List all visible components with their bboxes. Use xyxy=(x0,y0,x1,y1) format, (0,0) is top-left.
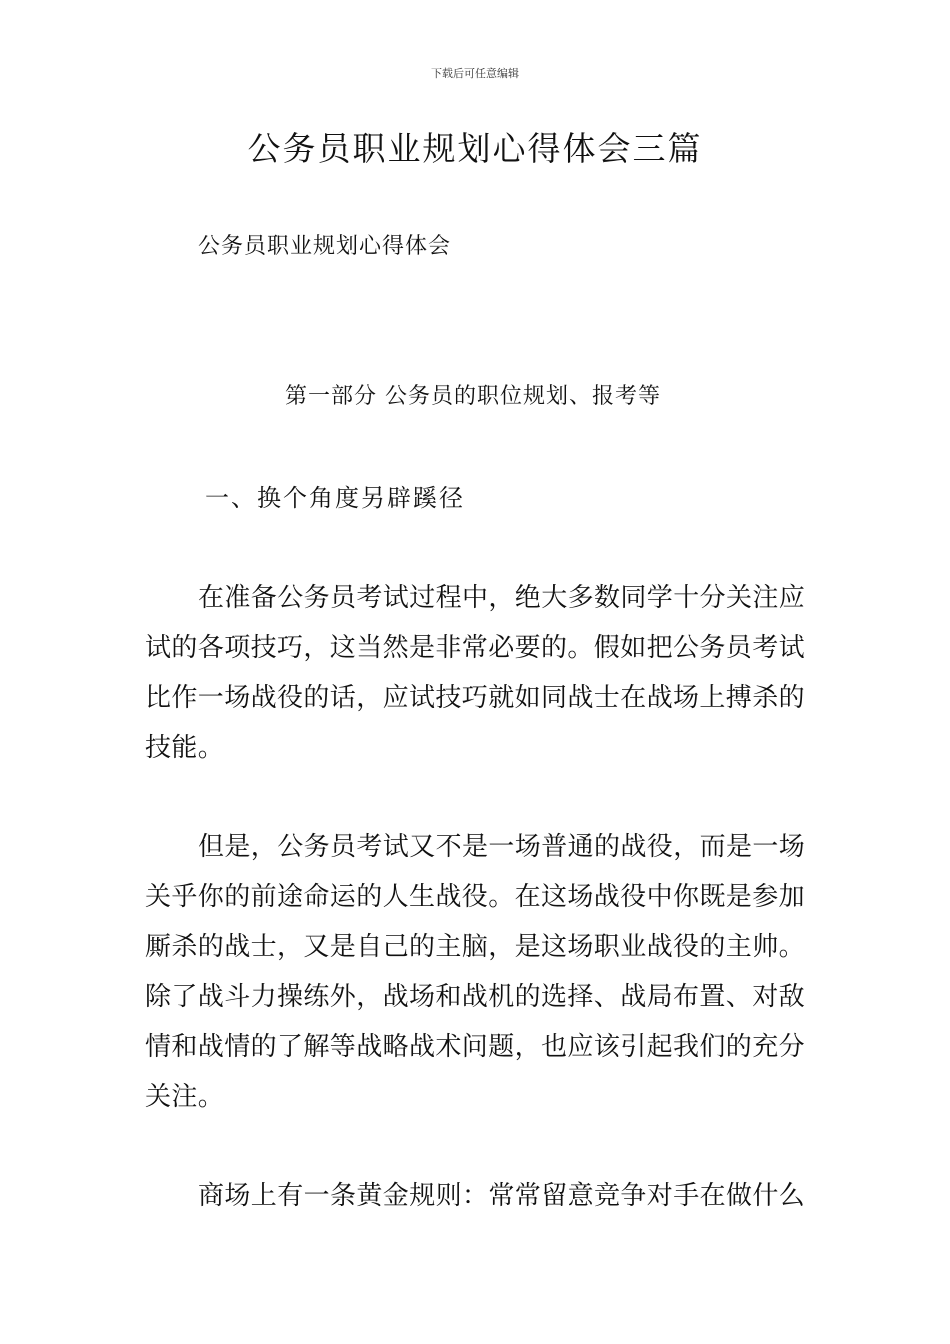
page-header: 下载后可任意编辑 xyxy=(431,67,519,80)
document-title: 公务员职业规划心得体会三篇 xyxy=(247,129,703,168)
paragraph-line: 技能。 xyxy=(145,733,225,763)
subtitle: 公务员职业规划心得体会 xyxy=(198,234,452,259)
subsection-heading: 一、换个角度另辟蹊径 xyxy=(205,484,465,512)
section-heading: 第一部分 公务员的职位规划、报考等 xyxy=(285,384,661,409)
paragraph-line: 情和战情的了解等战略战术问题，也应该引起我们的充分 xyxy=(145,1032,806,1062)
paragraph-line: 除了战斗力操练外，战场和战机的选择、战局布置、对敌 xyxy=(145,982,806,1012)
paragraph-line: 关乎你的前途命运的人生战役。在这场战役中你既是参加 xyxy=(145,882,806,912)
paragraph-line: 在准备公务员考试过程中，绝大多数同学十分关注应 xyxy=(198,583,806,613)
paragraph-line: 商场上有一条黄金规则：常常留意竞争对手在做什么 xyxy=(198,1181,806,1211)
paragraph-line: 但是，公务员考试又不是一场普通的战役，而是一场 xyxy=(198,832,806,862)
paragraph-line: 试的各项技巧，这当然是非常必要的。假如把公务员考试 xyxy=(145,633,806,663)
paragraph-line: 厮杀的战士，又是自己的主脑，是这场职业战役的主帅。 xyxy=(145,932,806,962)
paragraph-line: 关注。 xyxy=(145,1082,225,1112)
paragraph-line: 比作一场战役的话，应试技巧就如同战士在战场上搏杀的 xyxy=(145,683,806,713)
